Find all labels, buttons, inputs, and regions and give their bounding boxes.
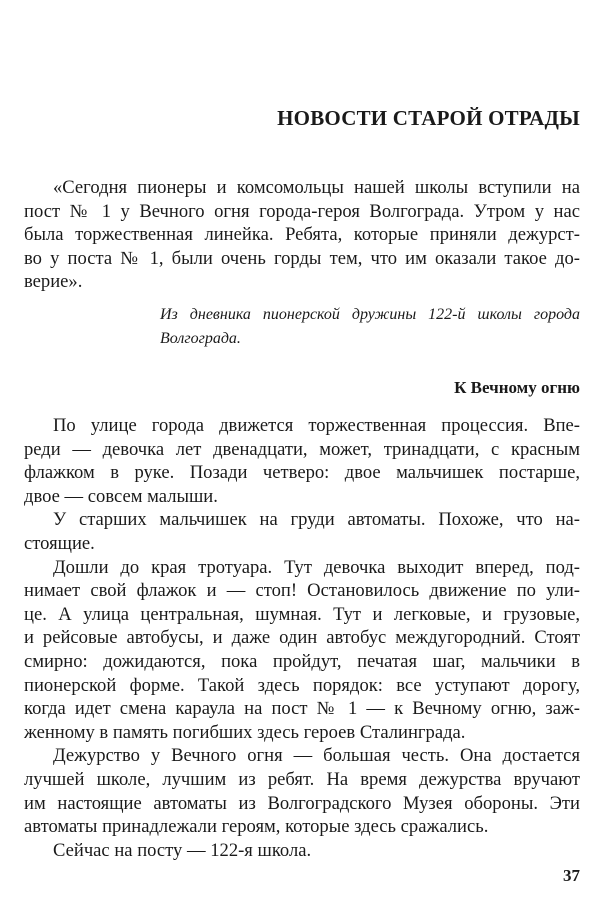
text-line: Сейчас на посту — 122-я школа.	[53, 839, 312, 861]
text-line: реди — девочка лет двенадцати, может, тринадцати, с красным	[24, 438, 580, 460]
text-line: и рейсовые автобусы, и даже один автобус междугородний. Стоят	[24, 627, 580, 649]
text-line: стоящие.	[24, 532, 95, 554]
text-line: во у поста № 1, были очень горды тем, что им оказали такое до-	[24, 247, 580, 269]
paragraph	[24, 508, 580, 555]
text-line: це. А улица центральная, шумная. Тут и легковые, и грузовые,	[24, 603, 580, 625]
paragraph	[24, 556, 580, 745]
body-text	[24, 414, 580, 862]
text-line: верие».	[24, 271, 83, 293]
paragraph	[24, 414, 580, 508]
page-title: НОВОСТИ СТАРОЙ ОТРАДЫ	[277, 106, 580, 130]
page-number: 37	[563, 866, 580, 885]
section-heading: К Вечному огню	[454, 378, 580, 397]
epigraph-citation	[160, 303, 580, 351]
text-line: автоматы принадлежали героям, которые здесь сражались.	[24, 816, 489, 838]
epigraph-quote	[24, 176, 580, 294]
text-line: когда идет смена караула на пост № 1 — к Вечному огню, заж-	[24, 698, 580, 720]
text-line: лучшей школе, лучшим из ребят. На время дежурства вручают	[24, 768, 580, 790]
text-line: Волгограда.	[160, 330, 241, 347]
text-line: была торжественная линейка. Ребята, которые приняли дежурст-	[24, 224, 580, 246]
text-line: женному в память погибших здесь героев Сталинграда.	[24, 721, 466, 743]
paragraph	[24, 839, 580, 863]
text-line: Дежурство у Вечного огня — большая честь. Она достается	[53, 745, 580, 767]
text-line: У старших мальчишек на груди автоматы. Похоже, что на-	[53, 509, 580, 531]
text-line: им настоящие автоматы из Волгоградского Музея обороны. Эти	[24, 792, 580, 814]
text-line: смирно: дожидаются, пока пройдут, печатая шаг, мальчики в	[24, 650, 580, 672]
text-line: Из дневника пионерской дружины 122-й школы города	[160, 306, 580, 323]
text-line: пост № 1 у Вечного огня города-героя Волгограда. Утром у нас	[24, 200, 580, 222]
text-line: флажком в руке. Позади четверо: двое мальчишек постарше,	[24, 462, 580, 484]
text-line: двое — совсем малыши.	[24, 485, 218, 507]
paragraph	[24, 744, 580, 838]
text-line: пионерской форме. Такой здесь порядок: все уступают дорогу,	[24, 674, 580, 696]
text-line: нимает свой флажок и — стоп! Остановилось движение по ули-	[24, 580, 580, 602]
text-line: «Сегодня пионеры и комсомольцы нашей школы вступили на	[53, 177, 580, 198]
text-line: Дошли до края тротуара. Тут девочка выходит вперед, под-	[53, 556, 580, 578]
text-line: По улице города движется торжественная процессия. Впе-	[53, 415, 580, 436]
